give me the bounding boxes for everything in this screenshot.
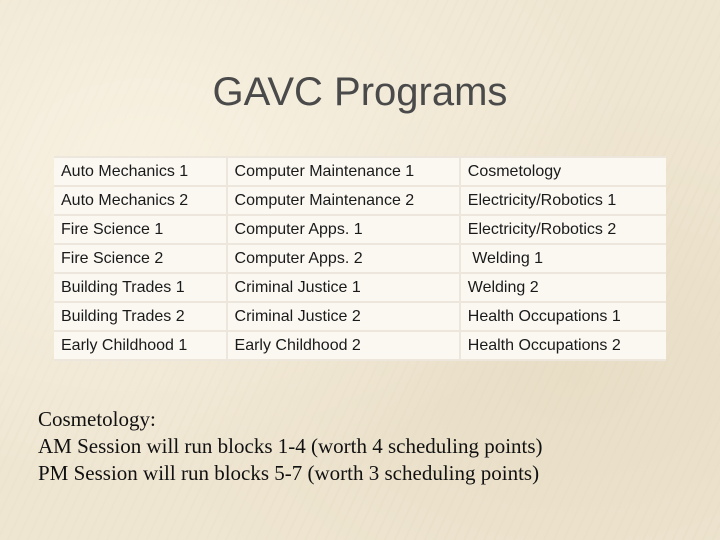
table-cell: Electricity/Robotics 1 xyxy=(461,187,666,214)
table-cell: Electricity/Robotics 2 xyxy=(461,216,666,243)
table-cell: Computer Maintenance 1 xyxy=(228,158,461,185)
table-cell: Computer Apps. 2 xyxy=(228,245,461,272)
table-cell: Early Childhood 2 xyxy=(228,332,461,359)
notes-heading: Cosmetology: xyxy=(38,407,156,431)
table-row xyxy=(54,158,666,185)
table-cell: Computer Maintenance 2 xyxy=(228,187,461,214)
table-cell: Welding 1 xyxy=(461,245,666,272)
table-row xyxy=(54,216,666,243)
table-cell: Computer Apps. 1 xyxy=(228,216,461,243)
table-cell: Auto Mechanics 1 xyxy=(54,158,228,185)
slide-title: GAVC Programs xyxy=(212,70,508,114)
table-row xyxy=(54,274,666,301)
table-row xyxy=(54,332,666,359)
am-session-note: AM Session will run blocks 1-4 (worth 4 scheduling points) xyxy=(38,434,543,458)
table-cell: Health Occupations 1 xyxy=(461,303,666,330)
table-cell: Criminal Justice 1 xyxy=(228,274,461,301)
table-cell: Fire Science 1 xyxy=(54,216,228,243)
table-row xyxy=(54,245,666,272)
pm-session-note: PM Session will run blocks 5-7 (worth 3 scheduling points) xyxy=(38,461,540,485)
table-row xyxy=(54,303,666,330)
table-cell: Fire Science 2 xyxy=(54,245,228,272)
table-cell: Building Trades 2 xyxy=(54,303,228,330)
table-cell: Welding 2 xyxy=(461,274,666,301)
programs-table xyxy=(54,156,666,361)
table-cell: Criminal Justice 2 xyxy=(228,303,461,330)
table-cell: Health Occupations 2 xyxy=(461,332,666,359)
table-cell: Auto Mechanics 2 xyxy=(54,187,228,214)
table-cell: Cosmetology xyxy=(461,158,666,185)
cosmetology-notes xyxy=(38,406,543,487)
table-row xyxy=(54,187,666,214)
table-cell: Early Childhood 1 xyxy=(54,332,228,359)
table-cell: Building Trades 1 xyxy=(54,274,228,301)
